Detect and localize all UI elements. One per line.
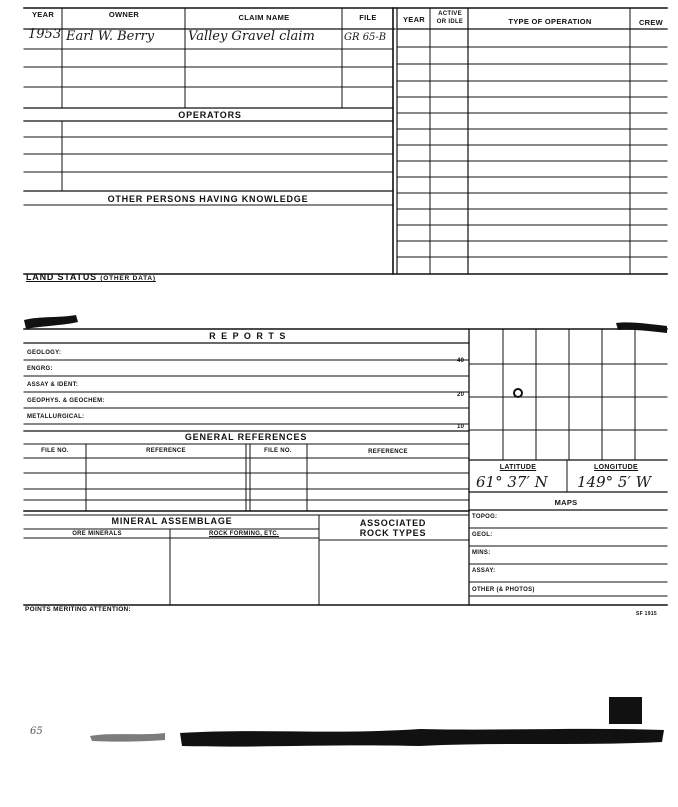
report-last-num: 10 <box>457 424 465 430</box>
report-geophys-num: 20 <box>457 392 465 398</box>
header-crew: CREW <box>638 18 664 27</box>
longitude-label: LONGITUDE <box>594 464 638 471</box>
ref-header-file-no-2: FILE NO. <box>264 448 292 454</box>
points-meriting-attention: POINTS MERITING ATTENTION: <box>25 606 132 613</box>
report-geophys-label: GEOPHYS. & GEOCHEM: <box>27 398 105 404</box>
rock-forming-label: ROCK FORMING, ETC. <box>208 531 280 537</box>
header-activity-year: YEAR <box>402 15 426 24</box>
header-owner: OWNER <box>108 10 140 19</box>
maps-assay-label: ASSAY: <box>472 568 496 574</box>
mineral-assemblage-title: MINERAL ASSEMBLAGE <box>111 516 233 526</box>
page-number: 65 <box>30 726 43 737</box>
associated-rock-types-line2: ROCK TYPES <box>359 528 427 538</box>
latitude-value: 61° 37′ N <box>476 473 548 491</box>
maps-title: MAPS <box>554 498 578 507</box>
land-status-note: (OTHER DATA) <box>100 275 156 282</box>
report-geology-label: GEOLOGY: <box>27 350 62 356</box>
latitude-label: LATITUDE <box>499 464 537 471</box>
section-land-status <box>26 273 156 283</box>
ref-header-reference-2: REFERENCE <box>368 449 408 455</box>
longitude-value: 149° 5′ W <box>577 473 652 491</box>
header-active-line2: OR IDLE <box>436 19 464 25</box>
ore-minerals-label: ORE MINERALS <box>72 531 122 537</box>
header-claim-name: CLAIM NAME <box>238 13 290 22</box>
header-file: FILE <box>359 13 377 22</box>
bottom-scan-edge <box>90 697 664 747</box>
maps-mins-label: MINS: <box>472 550 491 556</box>
report-engrg-label: ENGRG: <box>27 366 53 372</box>
maps-other-label: OTHER (& PHOTOS) <box>472 587 535 593</box>
claim-row-year: 1953 <box>28 27 62 42</box>
ref-header-file-no-1: FILE NO. <box>41 448 69 454</box>
header-year: YEAR <box>32 10 55 19</box>
report-assay-label: ASSAY & IDENT: <box>27 382 79 388</box>
reports-title: R E P O R T S <box>209 331 287 341</box>
general-references-title: GENERAL REFERENCES <box>184 432 308 442</box>
claims-table-lines <box>24 8 667 274</box>
header-active-line1: ACTIVE <box>438 11 462 17</box>
scan-artifacts <box>24 315 667 333</box>
report-engrg-num: 40 <box>457 358 465 364</box>
report-metallurgical-label: METALLURGICAL: <box>27 414 85 420</box>
maps-topog-label: TOPOG: <box>472 514 498 520</box>
header-type-of-operation: TYPE OF OPERATION <box>508 17 592 26</box>
ref-header-reference-1: REFERENCE <box>146 448 186 454</box>
form-code: SF 1915 <box>636 611 658 617</box>
claim-row-claim-name: Valley Gravel claim <box>188 29 315 44</box>
land-status-label: LAND STATUS <box>26 272 97 282</box>
claim-row-file: GR 65-B <box>344 32 387 43</box>
maps-geol-label: GEOL: <box>472 532 493 538</box>
section-other-persons: OTHER PERSONS HAVING KNOWLEDGE <box>107 194 309 204</box>
reports-lines <box>24 329 667 605</box>
associated-rock-types-line1: ASSOCIATED <box>359 518 427 528</box>
section-operators: OPERATORS <box>178 110 242 120</box>
claim-row-owner: Earl W. Berry <box>66 29 155 44</box>
